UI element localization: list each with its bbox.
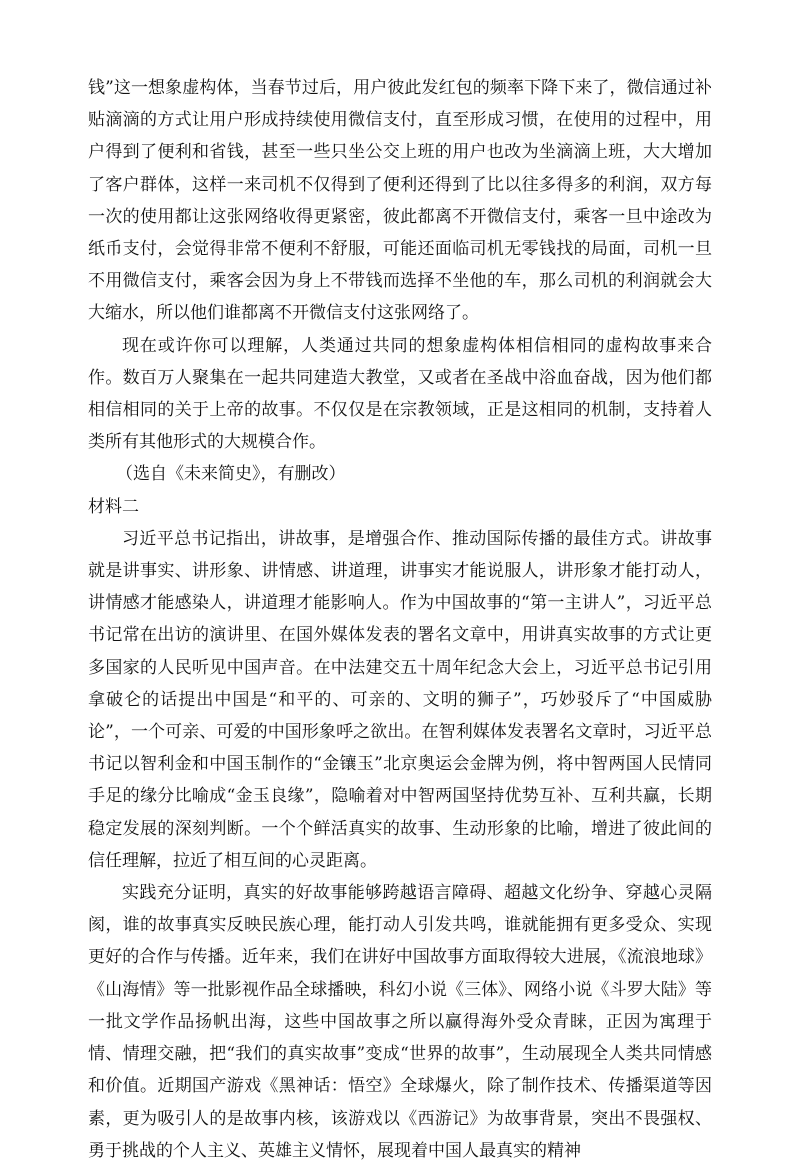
paragraph: 现在或许你可以理解，人类通过共同的想象虚构体相信相同的虚构故事来合作。数百万人聚集在一起共同建造大教堂，又或者在圣战中浴血奋战，因为他们都相信相同的关于上帝的故事。不仅仅是在宗教领域，正是这相同的机制，支持着人类所有其他形式的大规模合作。 [88,335,712,453]
source-citation: （选自《未来简史》，有删改） [116,464,346,485]
section-heading: 材料二 [88,496,139,517]
paragraph: 习近平总书记指出，讲故事，是增强合作、推动国际传播的最佳方式。讲故事就是讲事实、讲形象、讲情感、讲道理，讲事实才能说服人，讲形象才能打动人，讲情感才能感染人，讲道理才能影响人。作为中国故事的“第一主讲人”，习近平总书记常在出访的演讲里、在国外媒体发表的署名文章中，用讲真实故事的方式让更多国家的人民听见中国声音。在中法建交五十周年纪念大会上，习近平总书记引用拿破仑的话提出中国是“和平的、可亲的、文明的狮子”，巧妙驳斥了“中国威胁论”，一个可亲、可爱的中国形象呼之欲出。在智利媒体发表署名文章时，习近平总书记以智利金和中国玉制作的“金镶玉”北京奥运会金牌为例，将中智两国人民情同手足的缘分比喻成“金玉良缘”，隐喻着对中智两国坚持优势互补、互利共赢，长期稳定发展的深刻判断。一个个鲜活真实的故事、生动形象的比喻，增进了彼此间的信任理解，拉近了相互间的心灵距离。 [88,528,712,871]
paragraph: 实践充分证明，真实的好故事能够跨越语言障碍、超越文化纷争、穿越心灵隔阂，谁的故事真实反映民族心理，能打动人引发共鸣，谁就能拥有更多受众、实现更好的合作与传播。近年来，我们在讲好中国故事方面取得较大进展，《流浪地球》《山海情》等一批影视作品全球播映，科幻小说《三体》、网络小说《斗罗大陆》等一批文学作品扬帆出海，这些中国故事之所以赢得海外受众青睐，正因为寓理于情、情理交融，把“我们的真实故事”变成“世界的故事”，生动展现全人类共同情感和价值。近期国产游戏《黑神话：悟空》全球爆火，除了制作技术、传播渠道等因素，更为吸引人的是故事内核，该游戏以《西游记》为故事背景，突出不畏强权、勇于挑战的个人主义、英雄主义情怀，展现着中国人最真实的精神 [88,883,712,1161]
document-body [88,72,712,1167]
paragraph-continued: 钱”这一想象虚构体，当春节过后，用户彼此发红包的频率下降下来了，微信通过补贴滴滴的方式让用户形成持续使用微信支付，直至形成习惯，在使用的过程中，用户得到了便利和省钱，甚至一些只坐公交上班的用户也改为坐滴滴上班，大大增加了客户群体，这样一来司机不仅得到了便利还得到了比以往多得多的利润，双方每一次的使用都让这张网络收得更紧密，彼此都离不开微信支付，乘客一旦中途改为纸币支付，会觉得非常不便利不舒服，可能还面临司机无零钱找的局面，司机一旦不用微信支付，乘客会因为身上不带钱而选择不坐他的车，那么司机的利润就会大大缩水，所以他们谁都离不开微信支付这张网络了。 [88,78,712,324]
